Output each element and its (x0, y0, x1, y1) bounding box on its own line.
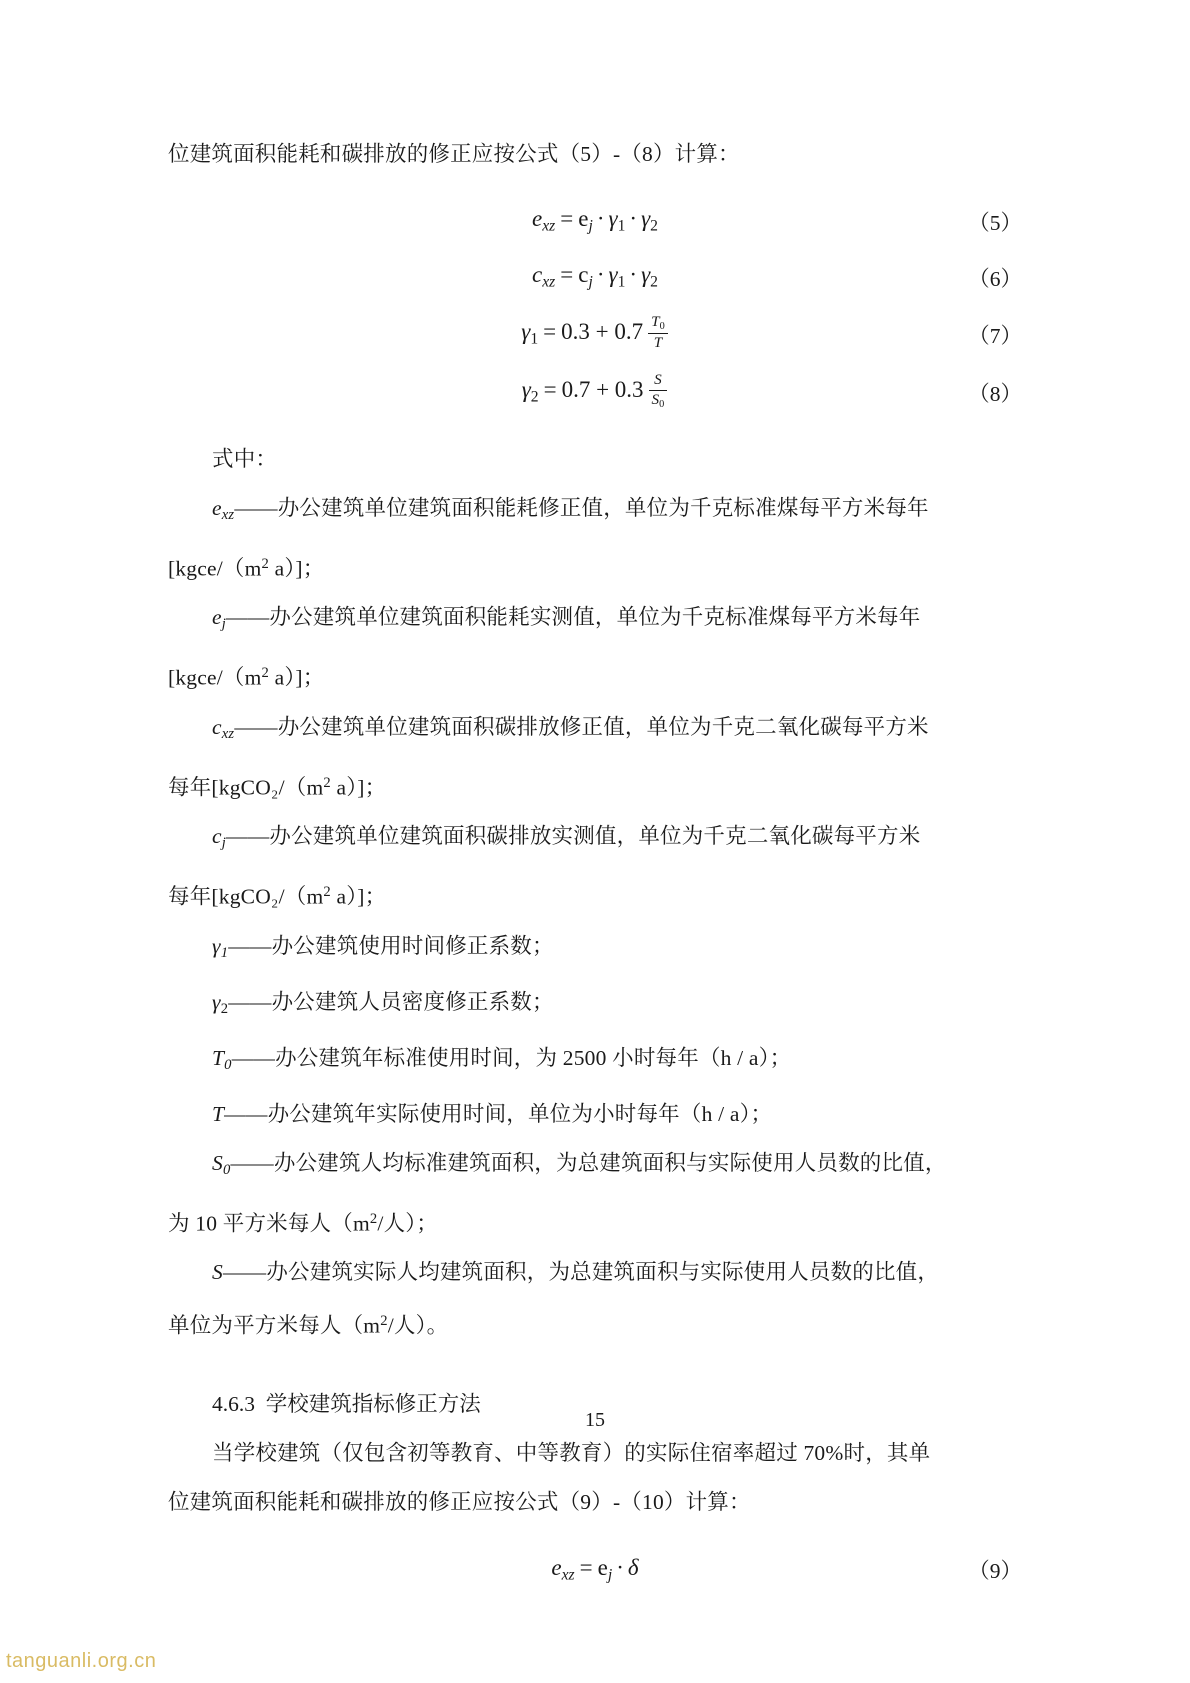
definition-text: ——办公建筑人均标准建筑面积，为总建筑面积与实际使用人员数的比值， (230, 1150, 947, 1175)
equation-7-number: （7） (968, 323, 1022, 348)
definition-unit-pre: 每年[kgCO₂/（m (168, 775, 324, 800)
spacer (168, 1527, 1022, 1541)
equation-6-number: （6） (968, 266, 1022, 291)
definition-s-0 (168, 1139, 1022, 1195)
definition-text: ——办公建筑单位建筑面积能耗实测值，单位为千克标准煤每平方米每年 (226, 605, 921, 630)
definition-symbol: S (212, 1150, 223, 1175)
definition-unit-post: a）]； (269, 665, 325, 690)
spacer (168, 1350, 1022, 1380)
equation-8-number: （8） (968, 381, 1022, 406)
section-body-line1: 当学校建筑（仅包含初等教育、中等教育）的实际住宿率超过 70%时，其单 (212, 1441, 931, 1466)
definition-c-xz-cont (168, 759, 1022, 812)
equation-6-body: $c_{xz} = c_j \cdot \gamma 1 \cdot \gamma 2$ (532, 262, 658, 291)
equation-8-row (168, 363, 1022, 421)
definition-symbol: S (212, 1260, 223, 1285)
definition-symbol: c (212, 824, 222, 849)
definition-symbol-sub: j (221, 616, 227, 633)
definition-unit-sup: 2 (380, 1313, 388, 1330)
definition-e-j (168, 593, 1022, 649)
definition-unit-pre: 每年[kgCO₂/（m (168, 884, 324, 909)
definition-unit-pre: 单位为平方米每人（m (168, 1313, 381, 1338)
definition-symbol-sub: xz (221, 507, 235, 524)
definition-text: ——办公建筑实际人均建筑面积，为总建筑面积与实际使用人员数的比值， (222, 1260, 940, 1285)
definition-symbol-sub: 0 (224, 1056, 232, 1073)
definition-e-j-cont (168, 649, 1022, 702)
equation-5-number: （5） (968, 210, 1022, 235)
definition-text: ——办公建筑年标准使用时间，为 2500 小时每年（h / a）； (231, 1045, 792, 1070)
watermark: tanguanli.org.cn (6, 1650, 157, 1672)
definition-text: ——办公建筑使用时间修正系数； (228, 933, 554, 958)
definition-c-j-cont (168, 868, 1022, 921)
definition-text: ——办公建筑年实际使用时间，单位为小时每年（h / a）； (224, 1101, 773, 1126)
definition-symbol: e (212, 605, 222, 630)
definition-text: ——办公建筑单位建筑面积能耗修正值，单位为千克标准煤每平方米每年 (234, 496, 929, 520)
equation-5-row (168, 193, 1022, 249)
section-title: 学校建筑指标修正方法 (265, 1392, 481, 1417)
equation-7-row (168, 305, 1022, 363)
definition-e-xz-cont (168, 540, 1022, 593)
definition-gamma-2 (168, 978, 1022, 1034)
intro-paragraph: 位建筑面积能耗和碳排放的修正应按公式（5）-（8）计算： (168, 142, 740, 166)
definition-unit-post: /人）。 (387, 1313, 449, 1338)
definition-unit-sup: 2 (261, 665, 270, 682)
definition-unit-sup: 2 (323, 774, 331, 791)
spacer (168, 179, 1022, 193)
definition-symbol-sub: xz (221, 725, 235, 742)
definition-unit-sup: 2 (369, 1210, 378, 1227)
equation-6-row (168, 249, 1022, 305)
definition-symbol-sub: 1 (220, 944, 229, 961)
equation-8-body: γ2 = 0.7 + 0.3 $\frac{S}{S0}$ (522, 373, 669, 410)
definition-e-xz (168, 484, 1022, 540)
definition-symbol: c (212, 714, 222, 739)
where-label: 式中： (212, 447, 278, 471)
definition-c-j (168, 812, 1022, 868)
equation-9-body: $e_{xz} = e_j \cdot \delta$ (551, 1554, 639, 1584)
definition-symbol: e (212, 496, 222, 520)
definition-unit-pre: 为 10 平方米每人（m (168, 1211, 370, 1236)
spacer (168, 421, 1022, 435)
definition-unit-pre: [kgce/（m (168, 556, 262, 581)
definition-text: ——办公建筑人员密度修正系数； (228, 989, 554, 1014)
definition-unit-post: a）]； (269, 556, 325, 581)
equation-9-number: （9） (968, 1558, 1022, 1583)
definition-symbol-sub: 0 (222, 1161, 231, 1178)
definition-symbol: γ (212, 989, 221, 1014)
equation-9-row (168, 1541, 1022, 1597)
definition-unit-pre: [kgce/（m (168, 665, 262, 690)
definition-unit-sup: 2 (261, 556, 270, 573)
definition-symbol: γ (212, 933, 221, 958)
definition-s (168, 1248, 1022, 1297)
definition-c-xz (168, 703, 1022, 759)
definition-unit-sup: 2 (323, 884, 331, 901)
definition-symbol: T (212, 1045, 225, 1070)
section-number: 4.6.3 (212, 1392, 255, 1417)
section-body-line2: 位建筑面积能耗和碳排放的修正应按公式（9）-（10）计算： (168, 1490, 751, 1515)
definition-symbol: T (212, 1101, 225, 1126)
page-number: 15 (585, 1409, 605, 1431)
definition-unit-post: /人）； (377, 1211, 438, 1236)
equation-7-body: γ1 = 0.3 + 0.7 $\frac{T0}{T}$ (521, 315, 668, 352)
definition-s-0-cont (168, 1195, 1022, 1248)
definition-t (168, 1090, 1022, 1139)
definition-symbol-sub: 2 (220, 1000, 229, 1017)
definition-gamma-1 (168, 922, 1022, 978)
definition-text: ——办公建筑单位建筑面积碳排放实测值，单位为千克二氧化碳每平方米 (226, 824, 921, 849)
definition-text: ——办公建筑单位建筑面积碳排放修正值，单位为千克二氧化碳每平方米 (234, 714, 929, 739)
definition-t-0 (168, 1034, 1022, 1090)
definition-unit-post: a）]； (330, 775, 387, 800)
equation-5-body: $e_{xz} = e_j \cdot \gamma 1 \cdot \gamma 2$ (532, 206, 658, 235)
definition-unit-post: a）]； (330, 884, 387, 909)
definition-symbol-sub: j (221, 835, 227, 852)
definition-s-cont (168, 1297, 1022, 1350)
